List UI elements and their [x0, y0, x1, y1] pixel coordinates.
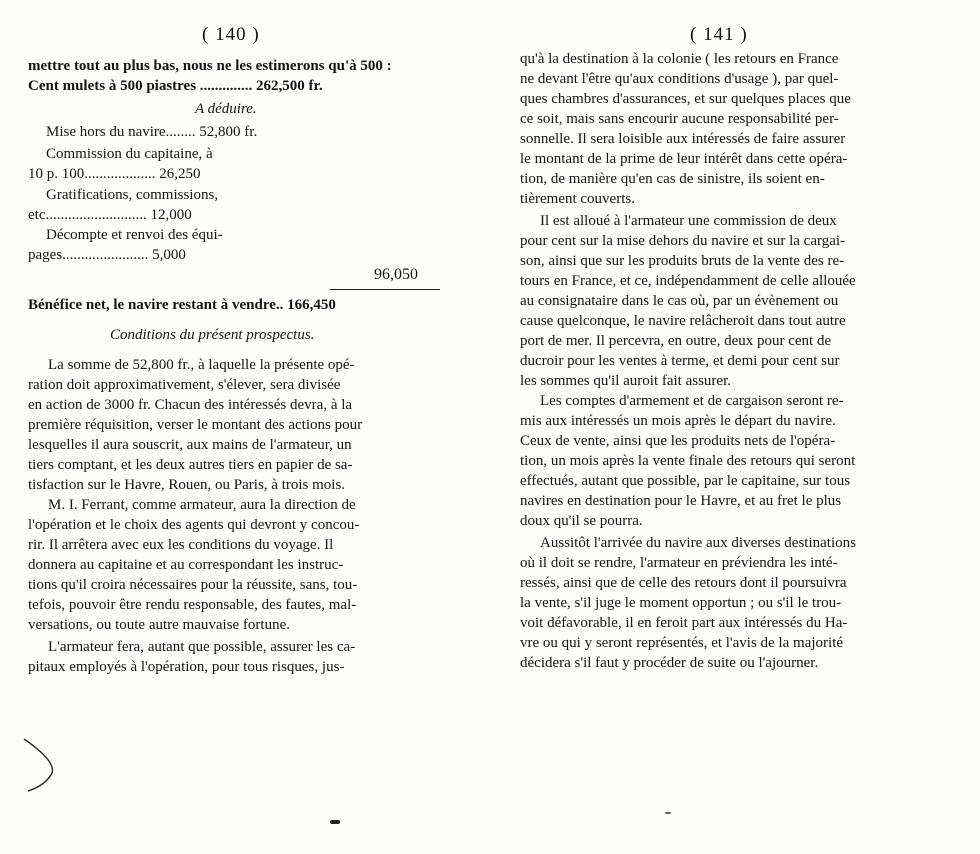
text-line: mettre tout au plus bas, nous ne les estimerons qu'à 500 :	[28, 58, 392, 74]
text-line: en action de 3000 fr. Chacun des intéressés devra, à la	[28, 397, 353, 413]
text-line: décidera s'il faut y procéder de suite ou l'ajourner.	[520, 655, 819, 671]
text-line: 10 p. 100................... 26,250	[28, 166, 201, 182]
section-heading: A déduire.	[195, 101, 257, 117]
text-line: tefois, pouvoir être rendu responsable, des fautes, mal-	[28, 597, 357, 613]
text-line: son, ainsi que sur les produits bruts de la vente des re-	[520, 253, 845, 269]
text-line: ques chambres d'assurances, et sur quelques places que	[520, 91, 851, 107]
left-page-number: ( 140 )	[202, 24, 260, 45]
text-line: tions qu'il croira nécessaires pour la réussite, sans, tou-	[28, 577, 358, 593]
text-line: qu'à la destination à la colonie ( les retours en France	[520, 51, 839, 67]
text-line: tion, un mois après la vente finale des retours qui seront	[520, 453, 856, 469]
text-line: rir. Il arrêtera avec eux les conditions du voyage. Il	[28, 537, 334, 553]
text-line: ressés, ainsi que de celle des retours dont il poursuivra	[520, 575, 847, 591]
text-line: Aussitôt l'arrivée du navire aux diverses destinations	[540, 535, 856, 551]
text-line: Les comptes d'armement et de cargaison seront re-	[540, 393, 844, 409]
text-line: Mise hors du navire........ 52,800 fr.	[46, 124, 258, 140]
section-heading: Conditions du présent prospectus.	[110, 327, 315, 343]
text-line: sonnelle. Il sera loisible aux intéressés de faire assurer	[520, 131, 846, 147]
text-line: tion, de manière qu'en cas de sinistre, ils soient en-	[520, 171, 825, 187]
scan-mark-curve	[22, 735, 62, 795]
text-line: la vente, s'il juge le moment opportun ; ou s'il le trou-	[520, 595, 842, 611]
text-line: tours en France, et ce, indépendamment de celle allouée	[520, 273, 856, 289]
text-line: ducroir pour les ventes à terme, et demi pour cent sur	[520, 353, 840, 369]
right-page-number: ( 141 )	[690, 24, 748, 45]
text-line: première réquisition, verser le montant des actions pour	[28, 417, 363, 433]
text-line: La somme de 52,800 fr., à laquelle la présente opé-	[48, 357, 355, 373]
text-line: ne devant l'être qu'aux conditions d'usage ), par quel-	[520, 71, 839, 87]
text-line: les sommes qu'il auroit fait assurer.	[520, 373, 731, 389]
text-line: Il est alloué à l'armateur une commission de deux	[540, 213, 837, 229]
text-line: etc........................... 12,000	[28, 207, 192, 223]
text-line: Cent mulets à 500 piastres .............. 262,500 fr.	[28, 78, 323, 94]
text-line: le montant de la prime de leur intérêt dans cette opéra-	[520, 151, 848, 167]
text-line: M. I. Ferrant, comme armateur, aura la direction de	[48, 497, 356, 513]
text-line: donnera au capitaine et au correspondant les instruc-	[28, 557, 344, 573]
total-value: 96,050	[374, 266, 418, 283]
text-line: mis aux intéressés un mois après le départ du navire.	[520, 413, 836, 429]
text-line: Ceux de vente, ainsi que les produits nets de l'opéra-	[520, 433, 836, 449]
text-line: cause quelconque, le navire relâcheroit dans tout autre	[520, 313, 846, 329]
text-line: pages....................... 5,000	[28, 247, 186, 263]
text-line: pitaux employés à l'opération, pour tous risques, jus-	[28, 659, 345, 675]
text-line: tièrement couverts.	[520, 191, 635, 207]
text-line: Décompte et renvoi des équi-	[46, 227, 223, 243]
text-line: vre ou qui y seront représentés, et l'avis de la majorité	[520, 635, 844, 651]
text-line: doux qu'il se pourra.	[520, 513, 643, 529]
text-line: voit défavorable, il en feroit part aux intéressés du Ha-	[520, 615, 848, 631]
scan-speck	[665, 812, 671, 814]
scan-speck	[330, 820, 340, 824]
text-line: l'opération et le choix des agents qui devront y concou-	[28, 517, 360, 533]
text-line: versations, ou toute autre mauvaise fortune.	[28, 617, 291, 633]
text-line: Gratifications, commissions,	[46, 187, 219, 203]
text-line: au consignataire dans le cas où, par un évènement ou	[520, 293, 839, 309]
text-line: tiers comptant, et les deux autres tiers en papier de sa-	[28, 457, 353, 473]
text-line: ce soit, mais sans encourir aucune responsabilité per-	[520, 111, 839, 127]
text-line: ration doit approximativement, s'élever, sera divisée	[28, 377, 341, 393]
text-line: où il doit se rendre, l'armateur en préviendra les inté-	[520, 555, 838, 571]
text-line: tisfaction sur le Havre, Rouen, ou Paris, à trois mois.	[28, 477, 346, 493]
text-line: navires en destination pour le Havre, et au fret le plus	[520, 493, 842, 509]
text-line: Bénéfice net, le navire restant à vendre.. 166,450	[28, 297, 336, 313]
text-line: L'armateur fera, autant que possible, assurer les ca-	[48, 639, 356, 655]
text-line: lesquelles il aura souscrit, aux mains de l'armateur, un	[28, 437, 352, 453]
text-line: pour cent sur la mise dehors du navire et sur la cargai-	[520, 233, 846, 249]
text-line: port de mer. Il percevra, en outre, deux pour cent de	[520, 333, 832, 349]
total-rule	[330, 289, 440, 290]
text-line: effectués, autant que possible, par le capitaine, sur tous	[520, 473, 851, 489]
text-line: Commission du capitaine, à	[46, 146, 213, 162]
